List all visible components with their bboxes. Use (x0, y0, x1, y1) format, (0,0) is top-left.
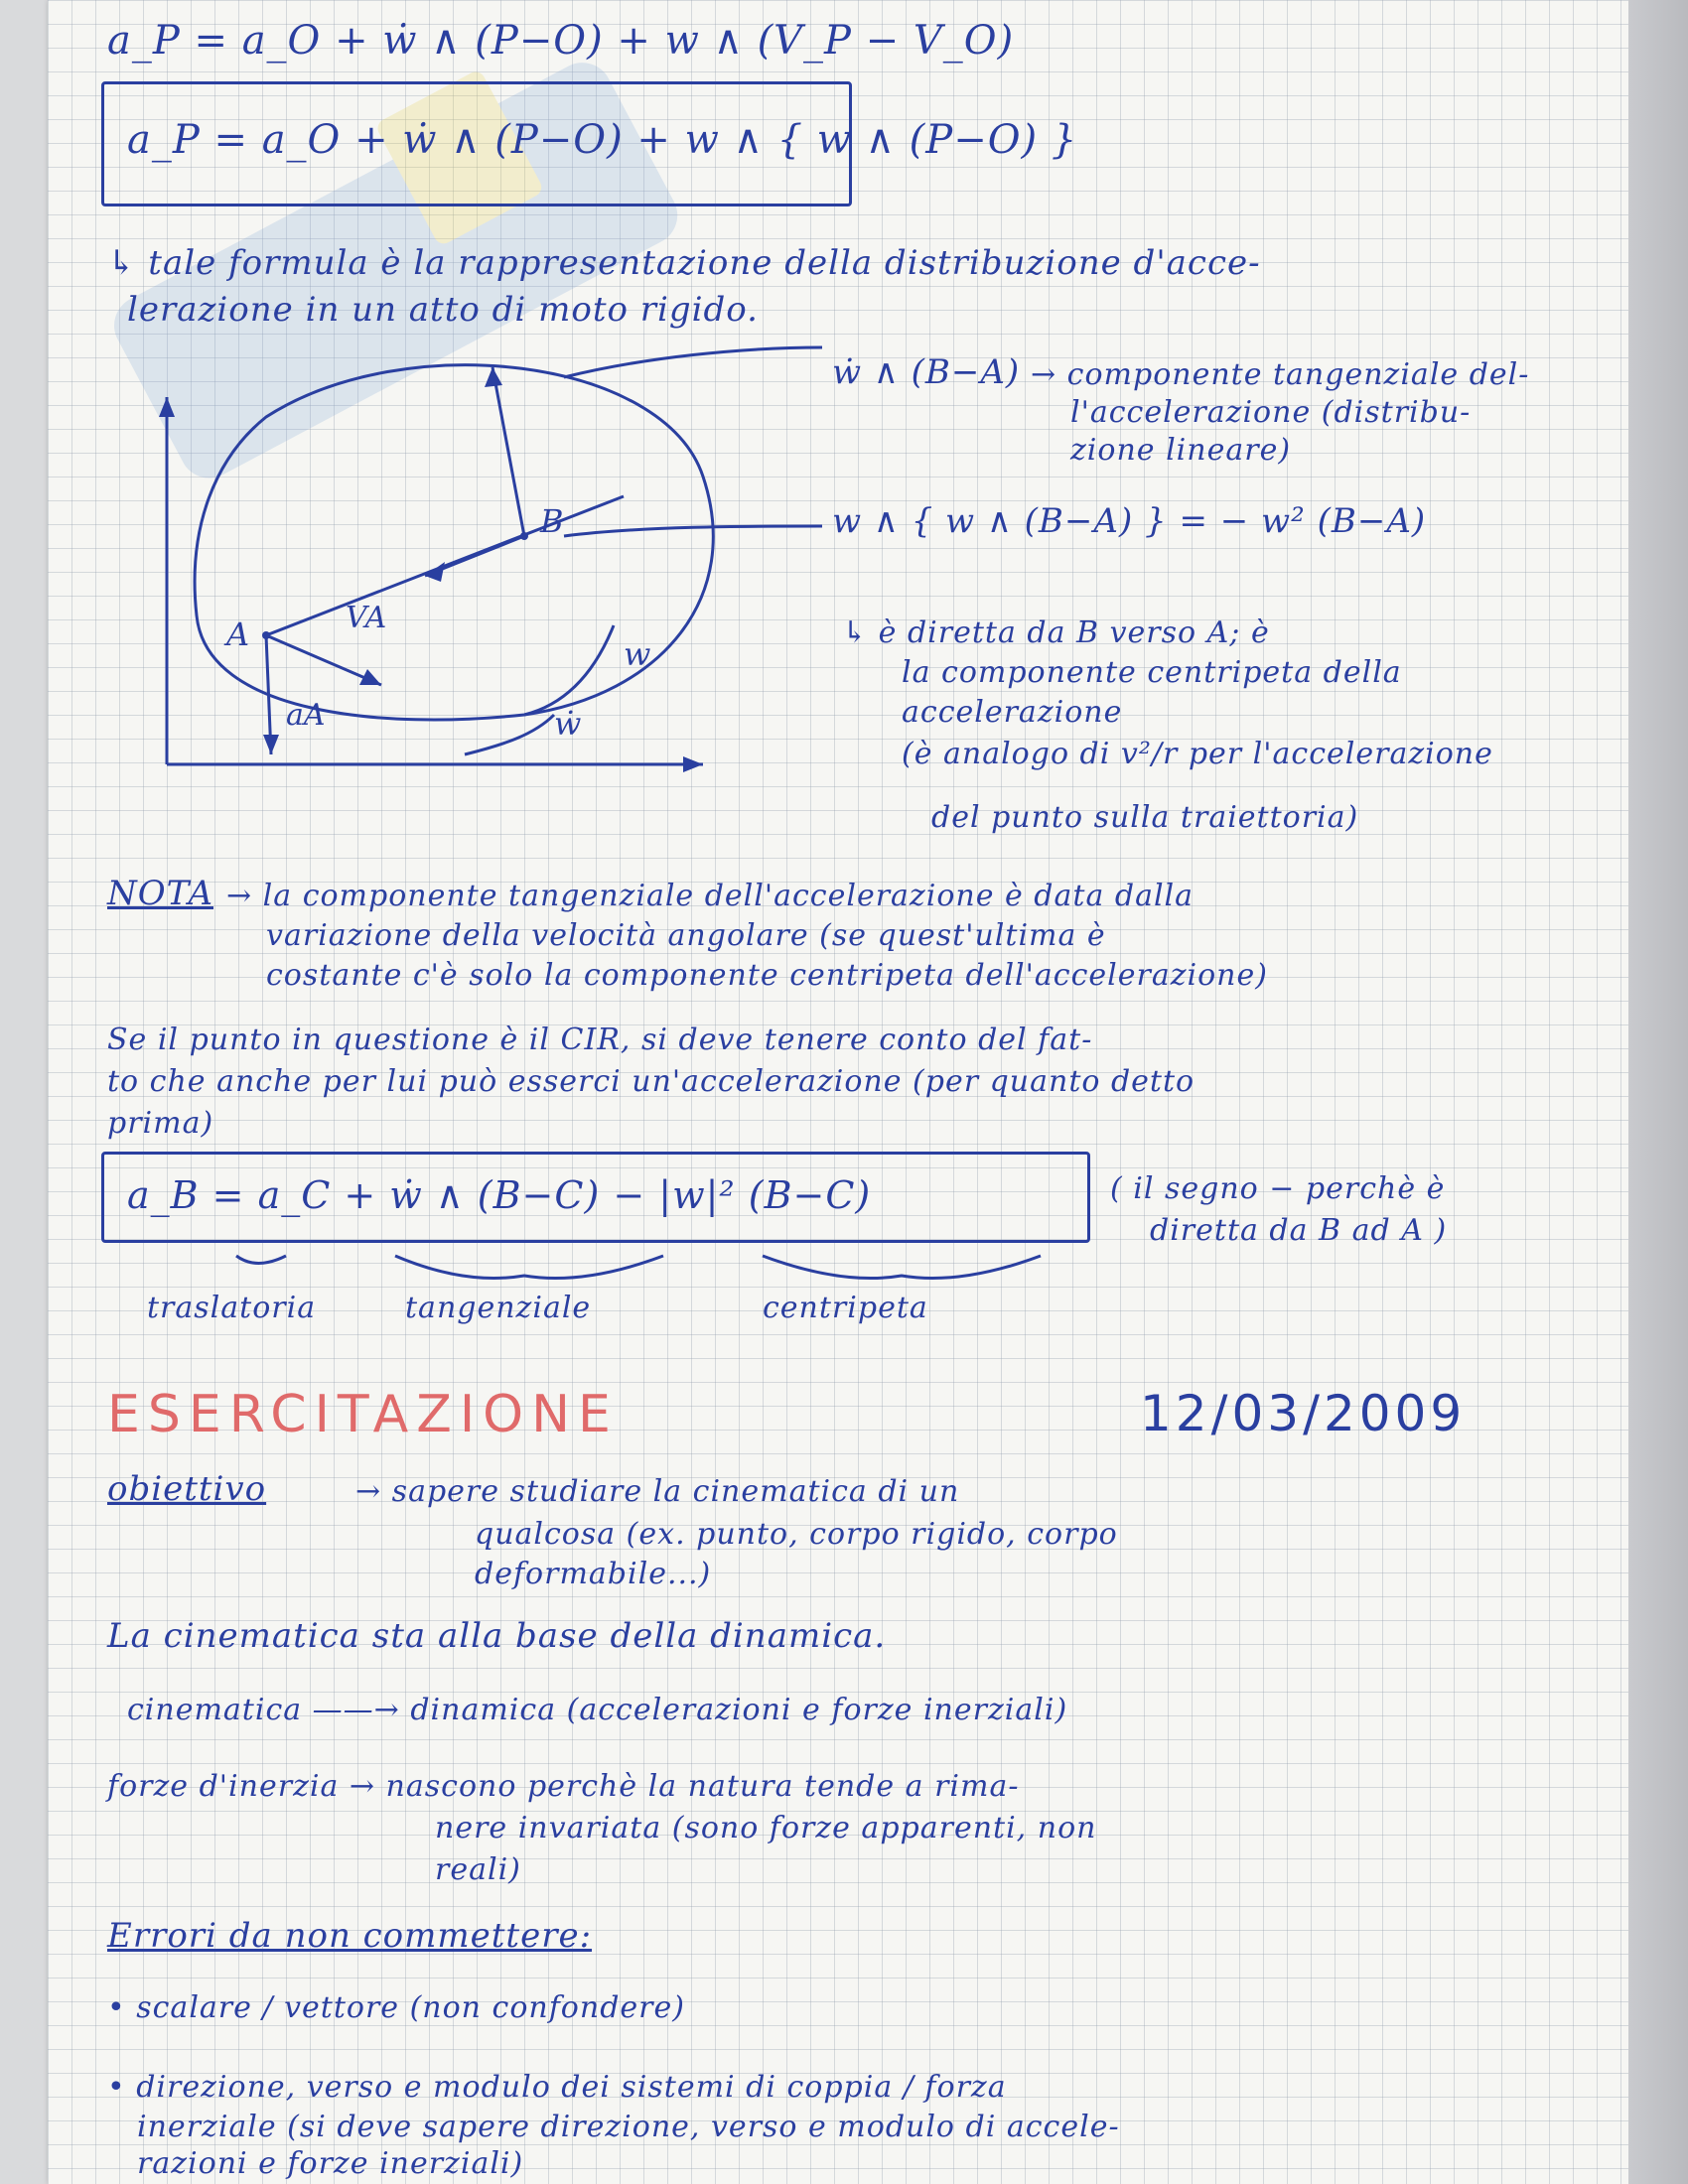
forze-line-2: nere invariata (sono forze apparenti, non (435, 1811, 1097, 1845)
annotation-3-line-1: ↳ è diretta da B verso A; è (842, 615, 1270, 650)
cir-line-3: prima) (107, 1106, 214, 1141)
equation-1: a_P = a_O + ẇ ∧ (P−O) + w ∧ (V_P − V_O) (107, 18, 1015, 64)
annotation-2-formula: w ∧ { w ∧ (B−A) } = − w² (B−A) (832, 501, 1427, 541)
annotation-1-line-3: zione lineare) (1070, 433, 1292, 468)
annotation-3-line-4: (è analogo di v²/r per l'accelerazione (902, 737, 1493, 771)
note-1-line-2: lerazione in un atto di moto rigido. (127, 290, 759, 330)
bullet-2-line-1: • direzione, verso e modulo dei sistemi di coppia / forza (107, 2070, 1007, 2105)
obiettivo-line-2: qualcosa (ex. punto, corpo rigido, corpo (475, 1517, 1118, 1552)
obiettivo-label: obiettivo (107, 1469, 267, 1509)
forze-line-1: forze d'inerzia → nascono perchè la natura tende a rima- (107, 1769, 1020, 1804)
equation-2: a_P = a_O + ẇ ∧ (P−O) + w ∧ { w ∧ (P−O) } (127, 117, 1078, 163)
term-braces (147, 1246, 1100, 1296)
annotation-3-line-5: del punto sulla traiettoria) (931, 800, 1359, 835)
annotation-3-line-3: accelerazione (902, 695, 1123, 730)
nota-line-3: costante c'è solo la componente centripeta dell'accelerazione) (266, 958, 1268, 993)
note-1-line-1: ↳ tale formula è la rappresentazione della distribuzione d'acce- (107, 243, 1261, 283)
term-traslatoria: traslatoria (147, 1291, 317, 1325)
cir-line-2: to che anche per lui può esserci un'accelerazione (per quanto detto (107, 1064, 1196, 1099)
label-va: VA (346, 601, 387, 635)
annotation-3-line-2: la componente centripeta della (902, 655, 1402, 690)
arrowhead-x (683, 756, 703, 772)
segment-ab (266, 496, 624, 635)
annotation-1-formula: ẇ ∧ (B−A) (832, 352, 1021, 392)
label-a: A (226, 615, 250, 653)
bullet-2-line-2: inerziale (si deve sapere direzione, verso e modulo di accele- (137, 2110, 1120, 2144)
leader-line-1 (564, 347, 822, 377)
label-omega: w (624, 635, 651, 673)
term-tangenziale: tangenziale (405, 1291, 592, 1325)
label-aa: aA (286, 698, 326, 733)
label-b: B (540, 502, 564, 540)
tangential-arrow (492, 367, 524, 536)
bullet-2-line-3: razioni e forze inerziali) (137, 2146, 524, 2181)
bullet-1: • scalare / vettore (non confondere) (107, 1990, 685, 2025)
rigid-body-diagram (147, 338, 842, 794)
notebook-page (48, 0, 1628, 2184)
annotation-1-line-2: l'accelerazione (distribu- (1070, 395, 1472, 430)
point-a (262, 631, 270, 639)
arrowhead-aa (263, 735, 279, 754)
obiettivo-line-3: deformabile...) (475, 1557, 712, 1591)
nota-line-1: → la componente tangenziale dell'accelerazione è data dalla (226, 879, 1195, 913)
section-date: 12/03/2009 (1140, 1385, 1467, 1442)
cir-line-1: Se il punto in questione è il CIR, si deve tenere conto del fat- (107, 1023, 1093, 1057)
forze-line-3: reali) (435, 1852, 521, 1887)
errori-title: Errori da non commettere: (107, 1916, 593, 1956)
equation-3: a_B = a_C + ẇ ∧ (B−C) − |w|² (B−C) (127, 1173, 872, 1217)
brace-tangenziale (395, 1256, 663, 1279)
base-line: La cinematica sta alla base della dinamica. (107, 1616, 887, 1656)
nota-line-2: variazione della velocità angolare (se quest'ultima è (266, 918, 1106, 953)
equation-3-note-line-2: diretta da B ad A ) (1150, 1213, 1448, 1248)
brace-centripeta (763, 1256, 1041, 1279)
omega-arc (524, 625, 614, 715)
equation-3-note-line-1: ( il segno − perchè è (1110, 1171, 1446, 1206)
annotation-1-line-1: → componente tangenziale del- (1031, 357, 1530, 392)
label-omega-dot: ẇ (554, 705, 582, 743)
omega-dot-arc (465, 715, 554, 754)
cinematica-line: cinematica ——→ dinamica (accelerazioni e forze inerziali) (127, 1693, 1068, 1727)
term-centripeta: centripeta (763, 1291, 928, 1325)
arrowhead-y (159, 397, 175, 417)
nota-label: NOTA (107, 874, 213, 913)
obiettivo-line-1: → sapere studiare la cinematica di un (355, 1474, 960, 1509)
page-edge (1628, 0, 1688, 2184)
brace-traslatoria (236, 1256, 286, 1264)
arrowhead-tangential (485, 367, 502, 387)
leader-line-2 (564, 526, 822, 536)
point-b (520, 532, 528, 540)
section-title: ESERCITAZIONE (107, 1385, 619, 1444)
